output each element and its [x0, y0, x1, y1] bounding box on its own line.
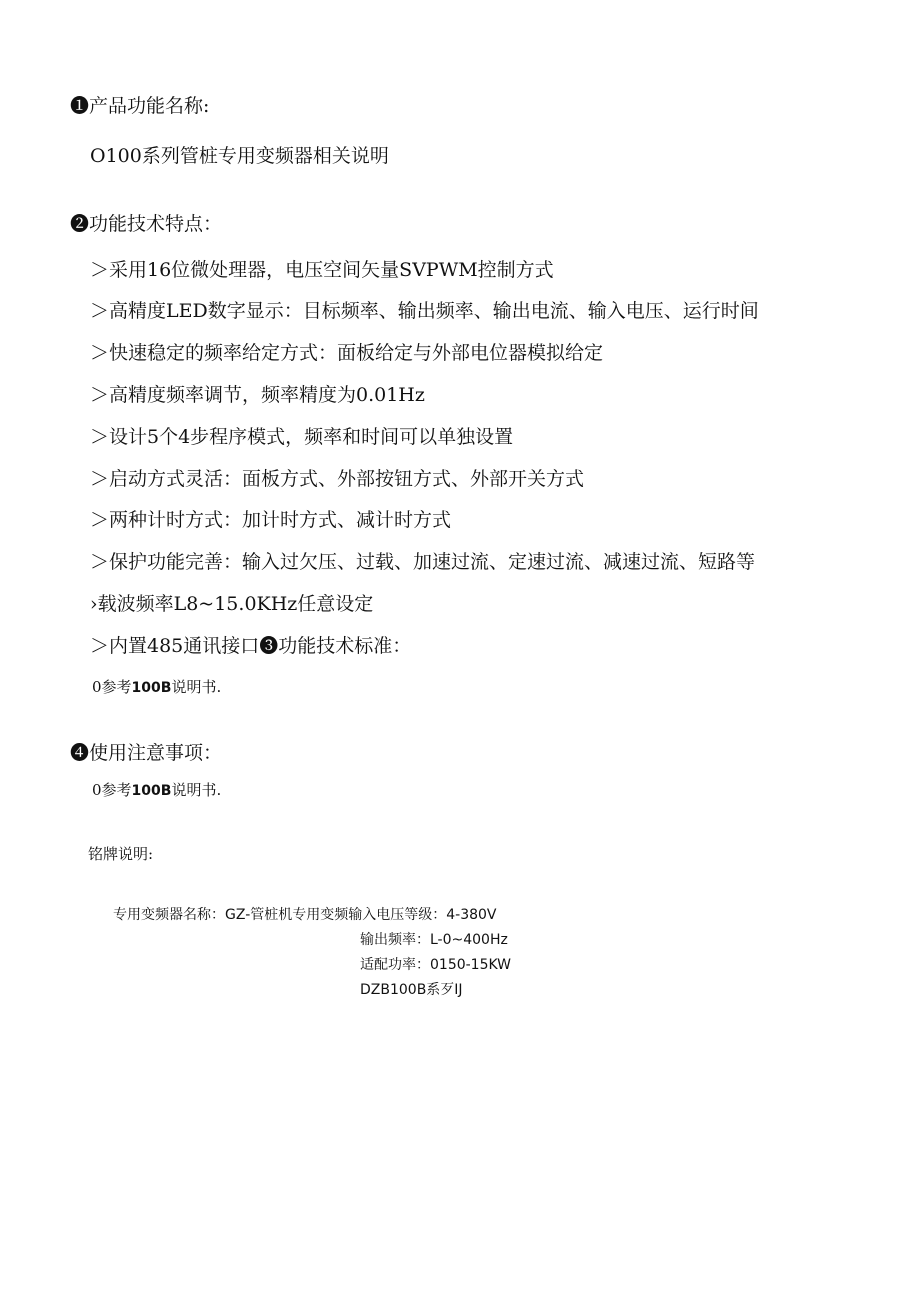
nameplate-caption: 铭牌说明: [88, 845, 154, 863]
usage-note [92, 782, 221, 799]
note-model: 100B [131, 783, 172, 799]
feature-item: ›载波频率L8~15.0KHz任意设定 [90, 593, 374, 615]
nameplate-line-power: 适配功率：0150-15KW [360, 957, 512, 973]
note-prefix: 0参考 [92, 781, 132, 799]
note-model: 100B [131, 680, 172, 696]
note-prefix: 0参考 [92, 678, 132, 696]
section-heading-usage-notes: ❹使用注意事项： [70, 742, 223, 764]
product-name-text: O100系列管桩专用变频器相关说明 [90, 145, 389, 167]
feature-item: ＞两种计时方式：加计时方式、减计时方式 [90, 509, 452, 531]
note-suffix: 说明书. [171, 678, 222, 696]
feature-item: ＞采用16位微处理器，电压空间矢量SVPWM控制方式 [90, 259, 554, 281]
nameplate-line-series: DZB100B系歹IJ [360, 982, 463, 998]
nameplate-line-name-voltage: 专用变频器名称：GZ-管桩机专用变频输入电压等级：4-380V [113, 907, 497, 923]
feature-item: ＞启动方式灵活：面板方式、外部按钮方式、外部开关方式 [90, 468, 585, 490]
nameplate-line-output-frequency: 输出频率：L-0~400Hz [360, 932, 508, 948]
feature-item: ＞高精度LED数字显示：目标频率、输出频率、输出电流、输入电压、运行时间 [90, 300, 759, 322]
feature-item: ＞保护功能完善：输入过欠压、过载、加速过流、定速过流、减速过流、短路等 [90, 551, 756, 573]
standard-note [92, 679, 221, 696]
feature-item: ＞快速稳定的频率给定方式：面板给定与外部电位器模拟给定 [90, 342, 604, 364]
note-suffix: 说明书. [171, 781, 222, 799]
feature-item: ＞内置485通讯接口❸功能技术标准： [90, 635, 412, 657]
feature-item: ＞设计5个4步程序模式，频率和时间可以单独设置 [90, 426, 514, 448]
section-heading-product-name: ❶产品功能名称: [70, 95, 210, 117]
feature-item: ＞高精度频率调节，频率精度为0.01Hz [90, 384, 425, 406]
section-heading-features: ❷功能技术特点： [70, 213, 223, 235]
